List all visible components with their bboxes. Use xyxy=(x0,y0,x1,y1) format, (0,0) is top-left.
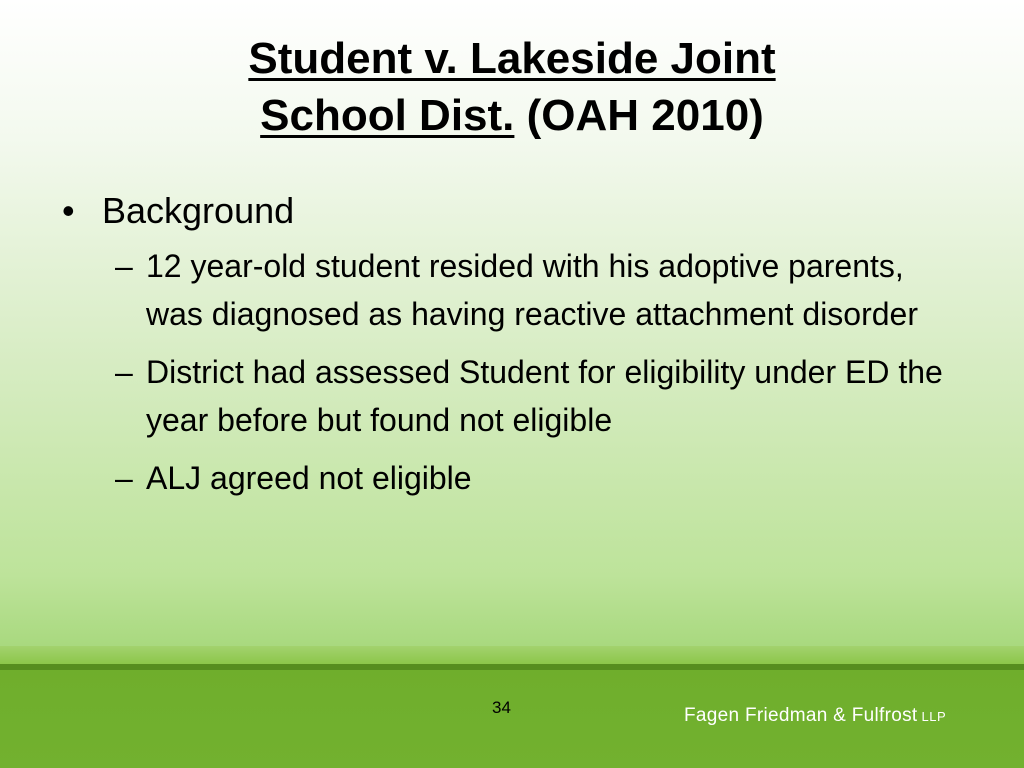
footer-band-shadow xyxy=(0,664,1024,670)
title-case-name-continued: School Dist. xyxy=(260,91,515,140)
sub-bullet-item xyxy=(60,454,960,502)
page-number: 34 xyxy=(492,698,511,717)
sub-bullet-item xyxy=(60,348,960,444)
sub-bullet-marker: – xyxy=(115,354,133,390)
sub-bullet-text: ALJ agreed not eligible xyxy=(146,460,472,496)
sub-bullet-text: 12 year-old student resided with his adoptive parents, was diagnosed as having reactive attachment disorder xyxy=(146,248,918,332)
sub-bullet-marker: – xyxy=(115,248,133,284)
title-court-year: (OAH 2010) xyxy=(526,91,764,140)
footer-band-light xyxy=(0,646,1024,664)
sub-bullet-marker: – xyxy=(115,460,133,496)
firm-logo xyxy=(684,705,946,727)
sub-bullet-text: District had assessed Student for eligibility under ED the year before but found not eligible xyxy=(146,354,943,438)
slide-body xyxy=(60,188,960,512)
bullet-text: Background xyxy=(102,190,295,231)
sub-bullet-list xyxy=(60,242,960,502)
title-case-name: Student v. Lakeside Joint xyxy=(248,34,776,83)
firm-name: Fagen Friedman & Fulfrost xyxy=(684,705,918,726)
bullet-marker: • xyxy=(62,190,75,231)
firm-suffix: LLP xyxy=(921,709,947,724)
sub-bullet-item xyxy=(60,242,960,338)
slide-title xyxy=(40,30,984,144)
bullet-background xyxy=(60,188,960,234)
